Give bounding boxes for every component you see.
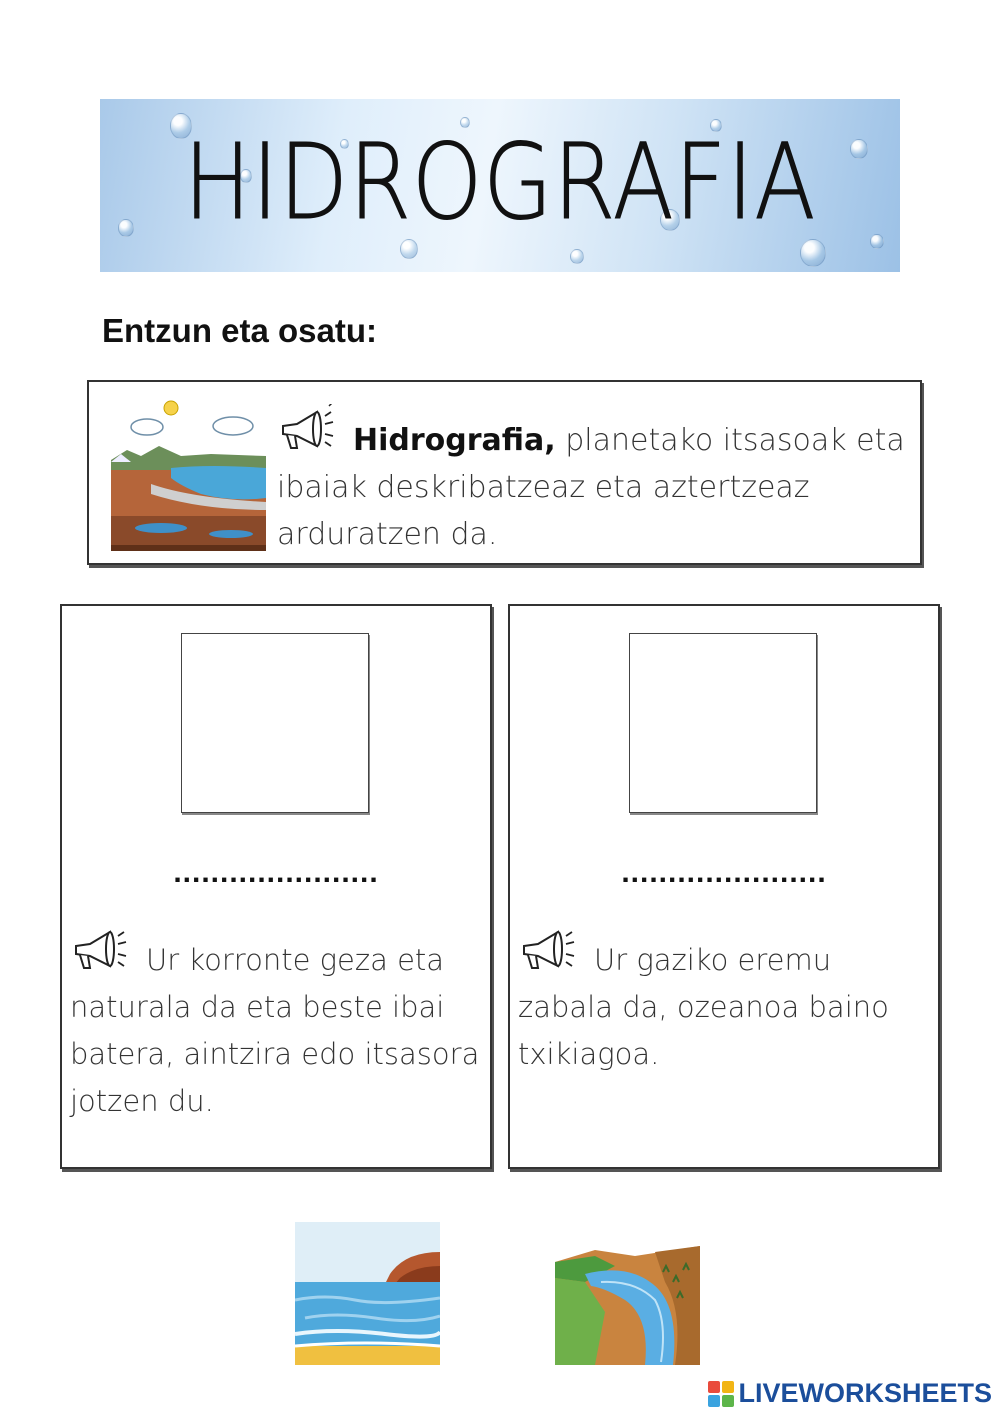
water-drop [850, 139, 868, 159]
card-text: Ur korronte geza eta naturala da eta beste ibai batera, aintzira edo itsasora jotzen du. [70, 943, 480, 1118]
brand-name: LIVEWORKSHEETS [738, 1378, 992, 1408]
answer-blank[interactable]: ...................... [173, 856, 379, 889]
megaphone-icon[interactable] [518, 924, 582, 976]
water-cycle-image [111, 398, 266, 551]
card-text: Ur gaziko eremu zabala da, ozeanoa baino txikiagoa. [518, 943, 889, 1071]
intro-term: Hidrografia, [353, 423, 556, 458]
title-banner [100, 99, 900, 272]
page-title: HIDROGRAFIA [183, 121, 817, 243]
sea-image[interactable] [295, 1222, 440, 1365]
megaphone-icon[interactable] [277, 404, 341, 456]
intro-definition: planetako itsasoak eta ibaiak deskribatzeaz eta aztertzeaz arduratzen da. [277, 423, 905, 552]
water-drop [570, 249, 584, 264]
answer-blank[interactable]: ...................... [621, 856, 827, 889]
megaphone-icon[interactable] [70, 924, 134, 976]
liveworksheets-logo-icon [708, 1381, 734, 1407]
card-description [518, 924, 928, 1078]
instruction-heading: Entzun eta osatu: [102, 312, 378, 349]
image-drop-zone[interactable] [629, 633, 817, 813]
brand-footer [708, 1378, 992, 1409]
image-drop-zone[interactable] [181, 633, 369, 813]
water-drop [800, 239, 826, 267]
intro-text [277, 404, 907, 558]
card-river [60, 604, 492, 1169]
water-drop [118, 219, 134, 237]
card-description [70, 924, 480, 1125]
card-sea [508, 604, 940, 1169]
intro-box [87, 380, 922, 565]
river-image[interactable] [555, 1222, 700, 1365]
water-drop [870, 234, 884, 249]
